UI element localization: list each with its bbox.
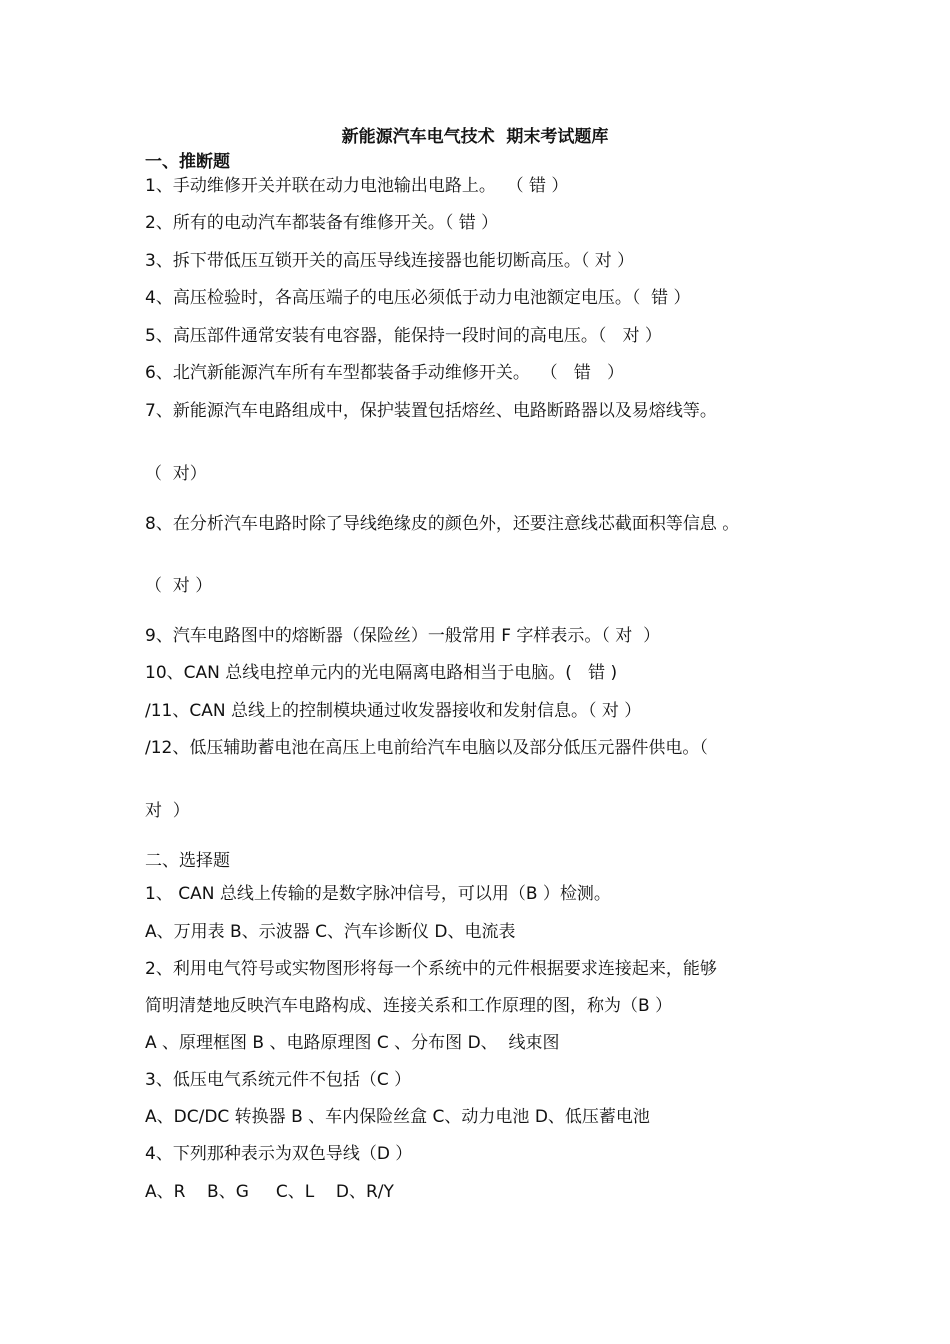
question-line: 1、 CAN 总线上传输的是数字脉冲信号，可以用（B ）检测。 [145,884,611,904]
answer-line: 对 ） [145,801,190,821]
question-line: 8、在分析汽车电路时除了导线绝缘皮的颜色外，还要注意线芯截面积等信息 。 [145,514,740,534]
options-line: A 、原理框图 B 、电路原理图 C 、分布图 D、 线束图 [145,1033,560,1053]
section-heading-choice: 二、选择题 [145,851,230,871]
question-line: 5、高压部件通常安装有电容器，能保持一段时间的高电压。（ 对 ） [145,326,662,346]
question-line: 10、CAN 总线电控单元内的光电隔离电路相当于电脑。( 错 ) [145,663,618,683]
question-line: 3、拆下带低压互锁开关的高压导线连接器也能切断高压。（ 对 ） [145,251,635,271]
question-line: 1、手动维修开关并联在动力电池输出电路上。 （ 错 ） [145,176,569,196]
question-line: 3、低压电气系统元件不包括（C ） [145,1070,412,1090]
question-line: 9、汽车电路图中的熔断器（保险丝）一般常用 F 字样表示。（ 对 ） [145,626,661,646]
section-heading-judgment: 一、推断题 [145,152,230,172]
options-line: A、万用表 B、示波器 C、汽车诊断仪 D、电流表 [145,922,516,942]
question-line: 6、北汽新能源汽车所有车型都装备手动维修开关。 （ 错 ） [145,363,625,383]
options-line: A、R B、G C、L D、R/Y [145,1182,394,1202]
options-line: A、DC/DC 转换器 B 、车内保险丝盒 C、动力电池 D、低压蓄电池 [145,1107,650,1127]
question-line: 简明清楚地反映汽车电路构成、连接关系和工作原理的图，称为（B ） [145,996,673,1016]
question-line: 4、高压检验时，各高压端子的电压必须低于动力电池额定电压。（ 错 ） [145,288,691,308]
answer-line: （ 对） [145,464,207,484]
page-title: 新能源汽车电气技术 期末考试题库 [341,127,609,147]
question-line: 4、下列那种表示为双色导线（D ） [145,1144,413,1164]
question-line: 2、所有的电动汽车都装备有维修开关。（ 错 ） [145,213,499,233]
question-line: /11、CAN 总线上的控制模块通过收发器接收和发射信息。（ 对 ） [145,701,642,721]
answer-line: （ 对 ） [145,576,213,596]
question-line: /12、低压辅助蓄电池在高压上电前给汽车电脑以及部分低压元器件供电。（ [145,738,708,758]
question-line: 7、新能源汽车电路组成中，保护装置包括熔丝、电路断路器以及易熔线等。 [145,401,717,421]
question-line: 2、利用电气符号或实物图形将每一个系统中的元件根据要求连接起来，能够 [145,959,717,979]
